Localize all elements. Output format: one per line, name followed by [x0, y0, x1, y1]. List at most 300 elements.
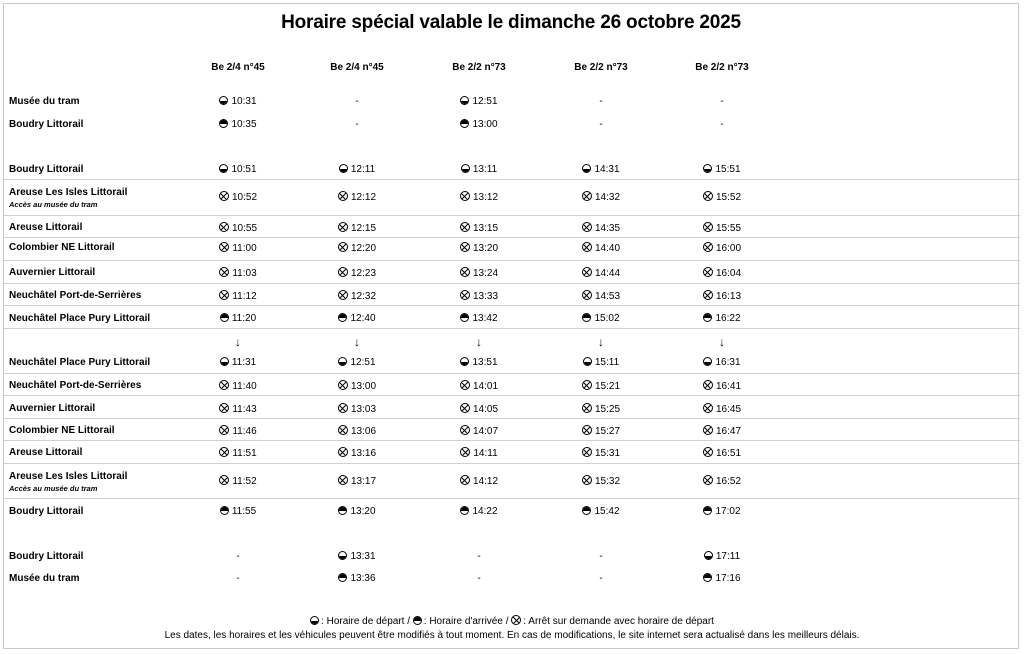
time-value: -	[236, 573, 240, 584]
arrival-icon	[582, 313, 591, 322]
request-stop-icon	[338, 403, 348, 413]
request-stop-icon	[582, 242, 592, 252]
column-headers	[0, 62, 1024, 76]
time-cell	[296, 267, 418, 279]
stop-name: Neuchâtel Port-de-Serrières	[9, 380, 142, 391]
stop-name: Boudry Littorail	[9, 164, 84, 175]
time-cell	[540, 119, 662, 130]
time-value: 14:22	[472, 506, 498, 517]
request-stop-icon	[703, 191, 713, 201]
request-stop-icon	[582, 403, 592, 413]
request-stop-icon	[511, 615, 521, 625]
time-cell	[177, 290, 299, 302]
time-value: 13:24	[472, 268, 499, 279]
time-value: 11:43	[232, 404, 257, 415]
time-value: 13:00	[472, 119, 498, 130]
stop-name: Auvernier Littorail	[9, 267, 96, 278]
time-cell	[296, 191, 418, 203]
row-divider	[4, 260, 1020, 261]
stop-name: Auvernier Littorail	[9, 403, 96, 414]
time-value: 14:12	[472, 476, 499, 487]
arrival-icon	[220, 313, 229, 322]
time-value: 15:25	[594, 404, 621, 415]
departure-icon	[338, 357, 347, 366]
request-stop-icon	[582, 191, 592, 201]
request-stop-icon	[460, 475, 470, 485]
request-stop-icon	[582, 222, 592, 232]
time-value: 15:51	[715, 164, 741, 175]
request-stop-icon	[460, 191, 470, 201]
time-cell	[296, 403, 418, 415]
arrival-icon	[703, 506, 712, 515]
request-stop-icon	[338, 425, 348, 435]
time-cell	[661, 290, 783, 302]
time-cell	[177, 164, 299, 175]
row-divider	[4, 305, 1020, 306]
time-value: 14:44	[594, 268, 621, 279]
time-cell	[661, 403, 783, 415]
request-stop-icon	[338, 380, 348, 390]
time-cell	[418, 119, 540, 130]
time-cell	[418, 380, 540, 392]
time-value: 13:31	[350, 551, 376, 562]
stop-name: Musée du tram	[9, 573, 80, 584]
time-value: -	[720, 119, 724, 130]
down-arrow-icon: ↓	[719, 335, 725, 349]
time-value: -	[355, 96, 359, 107]
time-cell	[296, 357, 418, 368]
departure-icon	[583, 357, 592, 366]
time-value: 11:31	[231, 357, 257, 368]
time-cell	[418, 96, 540, 107]
time-value: 14:32	[594, 192, 621, 203]
time-cell	[177, 380, 299, 392]
time-cell	[296, 380, 418, 392]
stop-name: Musée du tram	[9, 96, 80, 107]
time-cell	[661, 119, 783, 130]
time-cell	[661, 96, 783, 107]
departure-icon	[461, 164, 470, 173]
time-value: 10:31	[231, 96, 257, 107]
time-value: -	[599, 551, 603, 562]
request-stop-icon	[582, 447, 592, 457]
time-value: 13:20	[472, 243, 499, 254]
request-stop-icon	[703, 425, 713, 435]
request-stop-icon	[219, 290, 229, 300]
time-cell	[418, 573, 540, 584]
stop-name: Colombier NE Littorail	[9, 425, 115, 436]
time-value: 16:52	[715, 476, 742, 487]
request-stop-icon	[338, 447, 348, 457]
time-cell	[661, 380, 783, 392]
row-divider	[4, 373, 1020, 374]
column-header-5: Be 2/2 n°73	[695, 62, 749, 73]
time-cell	[177, 403, 299, 415]
time-cell	[418, 164, 540, 175]
time-value: 13:16	[350, 448, 377, 459]
column-header-1: Be 2/4 n°45	[211, 62, 265, 73]
time-value: 15:11	[594, 357, 620, 368]
time-cell	[296, 164, 418, 175]
stop-name: Areuse Les Isles Littorail	[9, 187, 128, 198]
request-stop-icon	[338, 222, 348, 232]
time-value: 13:20	[350, 506, 376, 517]
departure-icon	[582, 164, 591, 173]
column-header-3: Be 2/2 n°73	[452, 62, 506, 73]
time-cell	[661, 191, 783, 203]
row-divider	[4, 283, 1020, 284]
time-value: 13:06	[350, 426, 377, 437]
time-cell	[540, 222, 662, 234]
time-value: 13:15	[472, 223, 499, 234]
row-divider	[4, 395, 1020, 396]
row-divider	[4, 179, 1020, 180]
legend	[0, 615, 1024, 627]
request-stop-icon	[460, 222, 470, 232]
request-stop-icon	[582, 475, 592, 485]
time-cell	[418, 475, 540, 487]
down-arrow-icon: ↓	[476, 335, 482, 349]
time-value: 11:46	[232, 426, 257, 437]
stop-subtitle: Accès au musée du tram	[9, 200, 98, 209]
request-stop-icon	[703, 380, 713, 390]
time-value: 14:07	[472, 426, 499, 437]
time-cell	[296, 573, 418, 584]
time-cell	[177, 191, 299, 203]
time-value: 17:02	[715, 506, 741, 517]
time-value: 12:11	[350, 164, 376, 175]
time-cell	[540, 425, 662, 437]
request-stop-icon	[219, 475, 229, 485]
legend-request-stop-text: : Arrêt sur demande avec horaire de départ	[523, 616, 714, 627]
time-value: 10:52	[231, 192, 258, 203]
time-cell	[661, 313, 783, 324]
time-value: 11:55	[231, 506, 257, 517]
arrival-icon	[413, 616, 422, 625]
time-cell	[177, 357, 299, 368]
time-value: 13:12	[472, 192, 499, 203]
time-value: 14:31	[594, 164, 620, 175]
request-stop-icon	[219, 425, 229, 435]
departure-icon	[220, 357, 229, 366]
time-value: 10:55	[231, 223, 258, 234]
row-divider	[4, 498, 1020, 499]
stop-name: Boudry Littorail	[9, 551, 84, 562]
disclaimer-note: Les dates, les horaires et les véhicules peuvent être modifiés à tout moment. En cas de modifications, le site internet sera actualisé dans les meilleurs délais.	[164, 630, 860, 641]
request-stop-icon	[582, 290, 592, 300]
request-stop-icon	[703, 222, 713, 232]
arrival-icon	[703, 313, 712, 322]
time-value: 12:32	[350, 291, 377, 302]
time-value: 17:11	[715, 551, 741, 562]
stop-name: Neuchâtel Place Pury Littorail	[9, 313, 151, 324]
arrival-icon	[460, 119, 469, 128]
stop-name: Areuse Littorail	[9, 447, 83, 458]
request-stop-icon	[338, 191, 348, 201]
time-value: 16:00	[715, 243, 742, 254]
departure-icon	[460, 96, 469, 105]
time-cell	[540, 313, 662, 324]
departure-icon	[219, 96, 228, 105]
departure-icon	[219, 164, 228, 173]
time-cell	[177, 313, 299, 324]
request-stop-icon	[219, 447, 229, 457]
time-value: -	[720, 96, 724, 107]
time-cell	[418, 313, 540, 324]
time-value: 14:05	[472, 404, 499, 415]
stop-name: Boudry Littorail	[9, 506, 84, 517]
request-stop-icon	[338, 242, 348, 252]
time-value: 10:35	[231, 119, 257, 130]
time-cell	[177, 425, 299, 437]
time-value: 11:52	[232, 476, 257, 487]
arrival-icon	[582, 506, 591, 515]
time-cell	[661, 222, 783, 234]
time-cell	[177, 267, 299, 279]
time-cell	[540, 403, 662, 415]
time-value: 13:42	[472, 313, 498, 324]
time-value: -	[599, 119, 603, 130]
departure-icon	[339, 164, 348, 173]
time-value: 12:20	[350, 243, 377, 254]
departure-icon	[704, 551, 713, 560]
time-value: 12:51	[350, 357, 376, 368]
time-value: 13:03	[350, 404, 377, 415]
time-cell	[661, 164, 783, 175]
time-value: 13:51	[472, 357, 498, 368]
stop-subtitle: Accès au musée du tram	[9, 484, 98, 493]
row-divider	[4, 463, 1020, 464]
arrival-icon	[338, 573, 347, 582]
stop-name: Neuchâtel Place Pury Littorail	[9, 357, 151, 368]
stop-name: Colombier NE Littorail	[9, 242, 115, 253]
request-stop-icon	[460, 403, 470, 413]
time-cell	[296, 313, 418, 324]
time-value: 13:11	[472, 164, 498, 175]
time-cell	[661, 425, 783, 437]
row-divider	[4, 237, 1020, 238]
time-value: 14:40	[594, 243, 621, 254]
time-value: 16:51	[715, 448, 742, 459]
time-cell	[540, 96, 662, 107]
row-divider	[4, 215, 1020, 216]
time-cell	[540, 551, 662, 562]
time-value: -	[477, 551, 481, 562]
time-cell	[418, 267, 540, 279]
time-value: 11:00	[232, 243, 257, 254]
time-cell	[540, 380, 662, 392]
departure-icon	[310, 616, 319, 625]
request-stop-icon	[703, 475, 713, 485]
time-cell	[418, 403, 540, 415]
request-stop-icon	[460, 447, 470, 457]
down-arrow-icon: ↓	[354, 335, 360, 349]
time-value: 13:36	[350, 573, 376, 584]
arrival-icon	[338, 506, 347, 515]
stop-name: Areuse Les Isles Littorail	[9, 471, 128, 482]
time-value: 12:15	[350, 223, 377, 234]
time-cell	[661, 447, 783, 459]
time-cell	[418, 425, 540, 437]
request-stop-icon	[460, 380, 470, 390]
arrival-icon	[460, 313, 469, 322]
time-value: 15:55	[715, 223, 742, 234]
request-stop-icon	[219, 380, 229, 390]
time-cell	[540, 573, 662, 584]
time-value: 15:32	[594, 476, 621, 487]
request-stop-icon	[703, 267, 713, 277]
time-value: 15:31	[594, 448, 621, 459]
time-value: 14:53	[594, 291, 621, 302]
time-cell	[540, 506, 662, 517]
time-cell	[540, 357, 662, 368]
arrival-icon	[338, 313, 347, 322]
arrival-icon	[219, 119, 228, 128]
request-stop-icon	[460, 242, 470, 252]
request-stop-icon	[219, 191, 229, 201]
row-divider	[4, 440, 1020, 441]
time-value: 12:23	[350, 268, 377, 279]
request-stop-icon	[703, 403, 713, 413]
stop-name: Neuchâtel Port-de-Serrières	[9, 290, 142, 301]
time-cell	[418, 290, 540, 302]
request-stop-icon	[582, 425, 592, 435]
time-cell	[661, 267, 783, 279]
time-value: 14:35	[594, 223, 621, 234]
request-stop-icon	[338, 475, 348, 485]
time-value: 11:12	[232, 291, 257, 302]
time-value: 16:47	[715, 426, 742, 437]
row-divider	[4, 328, 1020, 329]
time-cell	[177, 242, 299, 254]
time-cell	[540, 242, 662, 254]
time-cell	[540, 191, 662, 203]
time-value: 15:52	[715, 192, 742, 203]
time-value: -	[599, 96, 603, 107]
request-stop-icon	[582, 380, 592, 390]
time-value: -	[355, 119, 359, 130]
page-title: Horaire spécial valable le dimanche 26 octobre 2025	[281, 12, 741, 33]
request-stop-icon	[338, 290, 348, 300]
time-cell	[177, 475, 299, 487]
time-cell	[296, 447, 418, 459]
time-cell	[418, 222, 540, 234]
time-cell	[296, 425, 418, 437]
time-cell	[177, 96, 299, 107]
time-value: -	[236, 551, 240, 562]
time-value: 15:42	[594, 506, 620, 517]
time-value: 16:31	[715, 357, 741, 368]
down-arrow-icon: ↓	[598, 335, 604, 349]
departure-icon	[703, 357, 712, 366]
stop-name: Areuse Littorail	[9, 222, 83, 233]
time-value: 16:41	[715, 381, 742, 392]
time-cell	[418, 191, 540, 203]
time-cell	[296, 506, 418, 517]
request-stop-icon	[703, 447, 713, 457]
column-header-2: Be 2/4 n°45	[330, 62, 384, 73]
time-cell	[661, 475, 783, 487]
time-value: 15:21	[594, 381, 621, 392]
stop-name: Boudry Littorail	[9, 119, 84, 130]
time-cell	[296, 119, 418, 130]
time-value: 17:16	[715, 573, 741, 584]
time-cell	[661, 573, 783, 584]
time-cell	[177, 119, 299, 130]
request-stop-icon	[338, 267, 348, 277]
request-stop-icon	[582, 267, 592, 277]
time-cell	[540, 164, 662, 175]
request-stop-icon	[460, 290, 470, 300]
time-cell	[418, 447, 540, 459]
time-value: 14:11	[473, 448, 498, 459]
time-value: 16:13	[715, 291, 742, 302]
time-cell	[418, 357, 540, 368]
time-cell	[661, 506, 783, 517]
time-value: -	[477, 573, 481, 584]
request-stop-icon	[460, 267, 470, 277]
time-cell	[296, 290, 418, 302]
time-value: 12:51	[472, 96, 498, 107]
time-cell	[296, 475, 418, 487]
time-cell	[540, 267, 662, 279]
time-cell	[661, 551, 783, 562]
departure-icon	[338, 551, 347, 560]
column-header-4: Be 2/2 n°73	[574, 62, 628, 73]
time-cell	[177, 506, 299, 517]
time-cell	[661, 242, 783, 254]
request-stop-icon	[219, 403, 229, 413]
time-value: 11:20	[231, 313, 257, 324]
time-value: 11:51	[232, 448, 257, 459]
request-stop-icon	[219, 267, 229, 277]
time-cell	[540, 475, 662, 487]
request-stop-icon	[460, 425, 470, 435]
time-cell	[296, 242, 418, 254]
arrival-icon	[703, 573, 712, 582]
time-value: 13:00	[350, 381, 377, 392]
arrival-icon	[460, 506, 469, 515]
time-cell	[177, 222, 299, 234]
time-cell	[296, 222, 418, 234]
request-stop-icon	[703, 242, 713, 252]
time-value: 13:33	[472, 291, 499, 302]
request-stop-icon	[703, 290, 713, 300]
time-value: 15:27	[594, 426, 621, 437]
time-value: 16:22	[715, 313, 741, 324]
departure-icon	[460, 357, 469, 366]
request-stop-icon	[219, 222, 229, 232]
time-value: 11:03	[232, 268, 257, 279]
time-value: 12:12	[350, 192, 377, 203]
time-value: 15:02	[594, 313, 620, 324]
time-cell	[177, 573, 299, 584]
time-value: 12:40	[350, 313, 376, 324]
request-stop-icon	[219, 242, 229, 252]
time-value: 11:40	[232, 381, 257, 392]
time-value: 16:04	[715, 268, 742, 279]
time-cell	[540, 447, 662, 459]
time-cell	[418, 242, 540, 254]
time-value: 13:17	[350, 476, 377, 487]
time-cell	[296, 551, 418, 562]
time-cell	[418, 551, 540, 562]
time-value: 14:01	[472, 381, 499, 392]
time-cell	[661, 357, 783, 368]
time-value: 16:45	[715, 404, 742, 415]
time-cell	[540, 290, 662, 302]
time-cell	[418, 506, 540, 517]
